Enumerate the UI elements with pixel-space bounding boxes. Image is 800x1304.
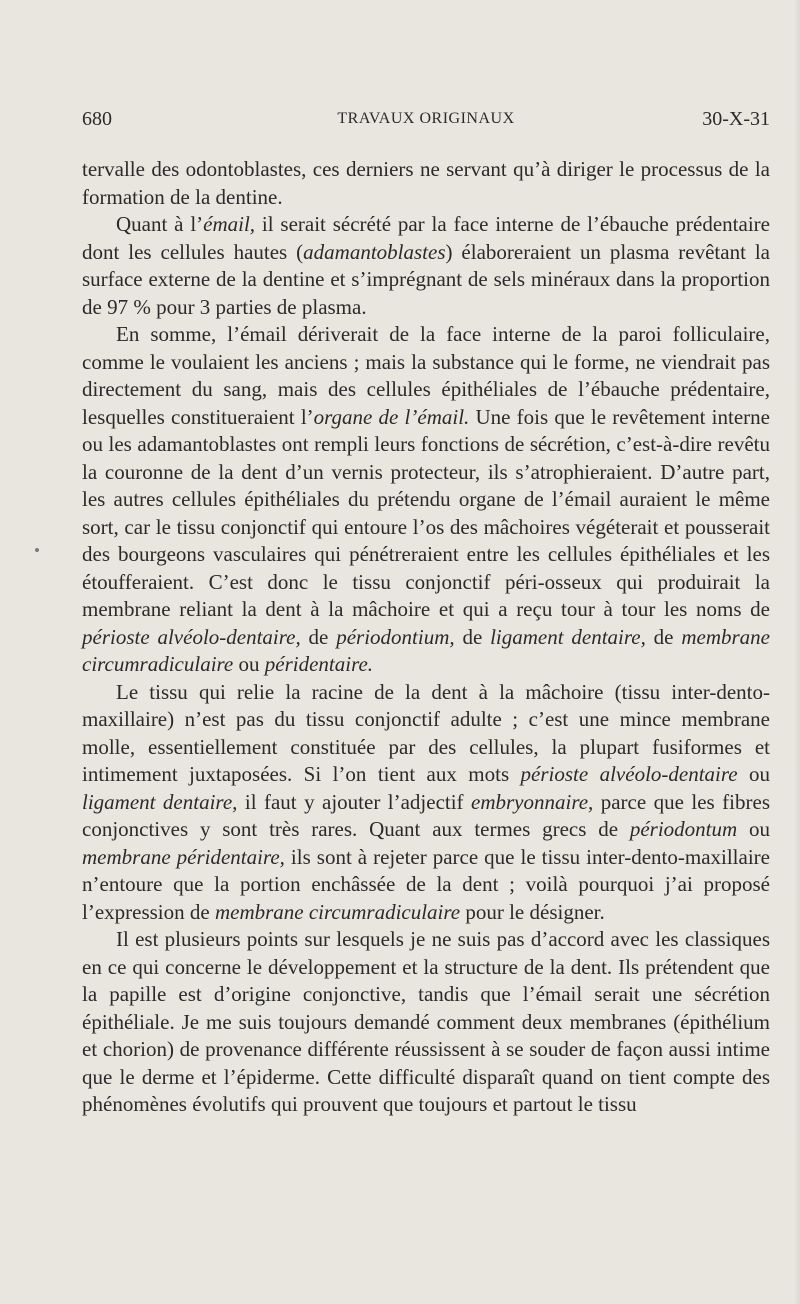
body-text [82,156,770,1119]
page-number: 680 [82,108,112,130]
paragraph-1 [82,156,770,211]
text-run: de [454,624,491,649]
paragraph-4 [82,679,770,927]
italic-term: membrane péridentaire, [82,844,285,869]
page-edge-shadow [794,0,800,1304]
issue-date: 30-X-31 [702,108,770,130]
text-run: parce que les fibres conjonctives y sont très rares. Quant aux termes grecs de [82,789,770,841]
italic-term: ligament dentaire, [82,789,238,814]
text-run: de [300,624,337,649]
italic-term: embryonnaire, [471,789,594,814]
paragraph-3 [82,321,770,679]
text-run: ) élaboreraient un plasma revêtant la surface externe de la dentine et s’imprégnant de sels minéraux dans la proportion de 97 % pour 3 parties de plasma. [82,239,770,319]
italic-term: adamantoblastes [303,239,446,264]
text-run: il serait sécrété par la face interne de l’ébauche prédentaire dont les cellules hautes ( [82,212,770,264]
running-head [82,108,770,138]
text-run: de [645,624,682,649]
italic-term: ligament dentaire, [490,624,646,649]
text-run: pour le désigner. [460,899,605,924]
italic-term: membrane circumradiculaire [214,899,461,924]
text-run: Une fois que le revêtement interne ou les adamantoblastes ont rempli leurs fonctions de sécrétion, c’est-à-dire revêtu la couronne de la dent d’un vernis protecteur, ils s’atrophieraient. D’autre part, les autres cellules épithéliales du prétendu organe de l’émail auraient le même sort, car le tissu conjonctif qui entoure l’os des mâchoires végéterait et pousserait des bourgeons vasculaires qui pénétreraient entre les cellules épithéliales et les étoufferaient. C’est donc le tissu conjonctif péri-osseux qui produirait la membrane reliant la dent à la mâchoire et qui a reçu tour à tour les noms de [82,404,770,621]
italic-term: membrane circumradiculaire [82,624,770,676]
text-run: il faut y ajouter l’adjectif [237,789,471,814]
text-run: Quant à l’ [116,212,204,236]
text-run: tervalle des odontoblastes, ces derniers ne servant qu’à diriger le processus de la formation de la dentine. [82,157,770,209]
italic-term: périoste alvéolo-dentaire [520,762,738,786]
text-run: ou [233,652,265,676]
text-run: ou [737,762,771,786]
paragraph-5 [82,926,770,1119]
italic-term: périoste alvéolo-dentaire, [82,624,301,649]
text-run: Le tissu qui relie la racine de la dent à la mâchoire (tissu inter-dento-maxillaire) n’est pas du tissu conjonctif adulte ; c’est une mince membrane molle, essentiellement constituée par des cellules, la plupart fusiformes et intimement juxtaposées. Si l’on tient aux mots [82,679,770,786]
italic-term: péridentaire. [264,652,374,676]
text-run: En somme, l’émail dériverait de la face interne de la paroi folliculaire, comme le voulaient les anciens ; mais la substance qui le forme, ne viendrait pas directement du sang, mais des cellules épithéliales de l’ébauche prédentaire, lesquelles constitueraient l’ [82,322,770,429]
margin-speck [35,548,39,552]
text-run: ils sont à rejeter parce que le tissu inter-dento-maxillaire n’entoure que la portion enchâssée de la dent ; voilà pourquoi j’ai proposé l’expression de [82,844,770,924]
italic-term: organe de l’émail. [313,404,470,429]
running-title: TRAVAUX ORIGINAUX [337,110,515,127]
italic-term: émail, [203,212,256,236]
text-run: Il est plusieurs points sur lesquels je ne suis pas d’accord avec les classiques en ce qui concerne le développement et la structure de la dent. Ils prétendent que la papille est d’origine conjonctive, tandis que l’émail serait une sécrétion épithéliale. Je me suis toujours demandé comment deux membranes (épithélium et chorion) de provenance différente réussissent à se souder de façon aussi intime que le derme et l’épiderme. Cette difficulté disparaît quand on tient compte des phénomènes évolutifs qui prouvent que toujours et partout le tissu [82,927,770,1116]
italic-term: périodontum [629,817,738,841]
italic-term: périodontium, [336,624,455,649]
paragraph-2 [82,211,770,321]
text-run: ou [737,817,770,841]
